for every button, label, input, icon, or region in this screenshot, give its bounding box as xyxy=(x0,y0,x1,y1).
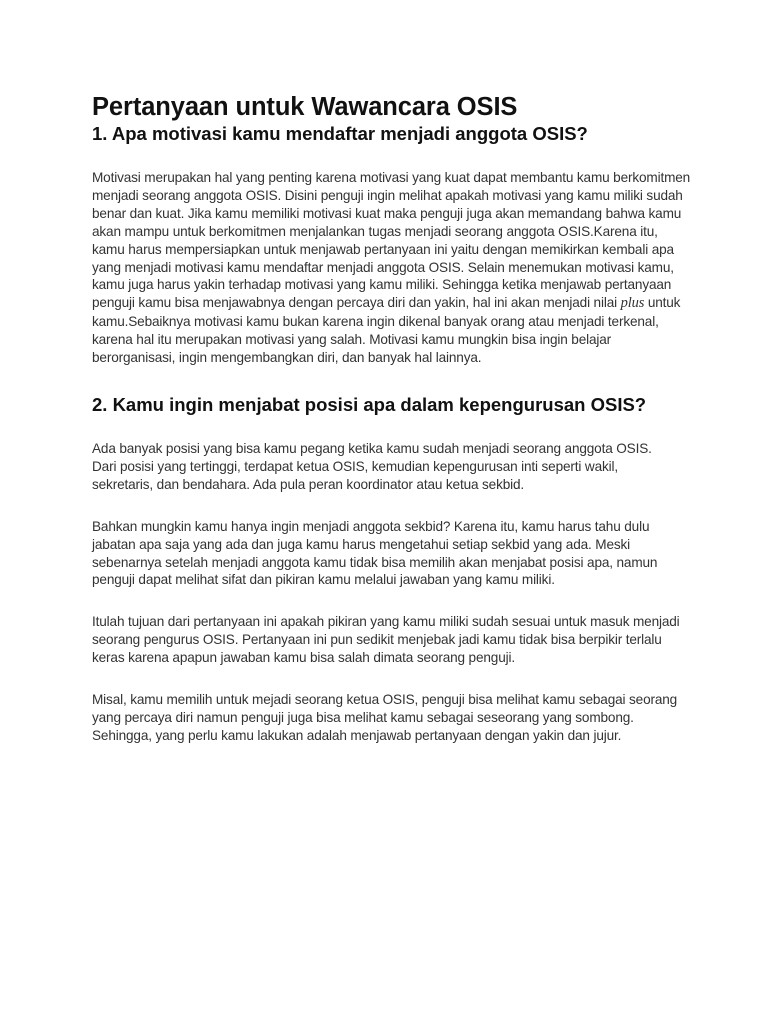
document-title: Pertanyaan untuk Wawancara OSIS xyxy=(92,93,518,121)
paragraph-text-after-italic: untuk kamu.Sebaiknya motivasi kamu bukan karena ingin dikenal banyak orang atau menjadi terkenal, karena hal itu merupakan motivasi yang salah. Motivasi kamu mungkin bisa ingin belajar berorganisasi, ingin mengembangkan diri, dan banyak hal lainnya. xyxy=(92,295,681,366)
document-page xyxy=(92,92,692,745)
paragraph-text-before-italic: Motivasi merupakan hal yang penting karena motivasi yang kuat dapat membantu kamu berkomitmen menjadi seorang anggota OSIS. Disini penguji ingin melihat apakah motivasi yang kamu miliki sudah benar dan kuat. Jika kamu memiliki motivasi kuat maka penguji juga akan memandang bahwa kamu akan mampu untuk berkomitmen menjalankan tugas menjadi seorang anggota OSIS.Karena itu, kamu harus mempersiapkan untuk menjawab pertanyaan ini yaitu dengan memikirkan kembali apa yang menjadi motivasi kamu mendaftar menjadi anggota OSIS. Selain menemukan motivasi kamu, kamu juga harus yakin terhadap motivasi yang kamu miliki. Sehingga ketika menjawab pertanyaan penguji kamu bisa menjawabnya dengan percaya diri dan yakin, hal ini akan menjadi nilai xyxy=(92,170,691,311)
question-1-paragraph-1 xyxy=(92,169,692,367)
question-2-paragraph-2: Bahkan mungkin kamu hanya ingin menjadi anggota sekbid? Karena itu, kamu harus tahu dulu jabatan apa saja yang ada dan juga kamu harus mengetahui setiap sekbid yang ada. Meski sebenarnya setelah menjadi anggota kamu tidak bisa memilih akan menjabat posisi apa, namun penguji dapat melihat sifat dan pikiran kamu melalui jawaban yang kamu miliki. xyxy=(92,518,658,588)
question-2-paragraph-3: Itulah tujuan dari pertanyaan ini apakah pikiran yang kamu miliki sudah sesuai untuk masuk menjadi seorang pengurus OSIS. Pertanyaan ini pun sedikit menjebak jadi kamu tidak bisa berpikir terlalu keras karena apapun jawaban kamu bisa salah dimata seorang penguji. xyxy=(92,614,680,666)
section-question-2 xyxy=(92,393,692,745)
question-1-heading: 1. Apa motivasi kamu mendaftar menjadi anggota OSIS? xyxy=(92,123,588,144)
section-question-1 xyxy=(92,122,692,367)
question-2-paragraph-1: Ada banyak posisi yang bisa kamu pegang ketika kamu sudah menjadi seorang anggota OSIS. Dari posisi yang tertinggi, terdapat ketua OSIS, kemudian kepengurusan inti seperti wakil, sekretaris, dan bendahara. Ada pula peran koordinator atau ketua sekbid. xyxy=(92,440,652,492)
question-2-heading: 2. Kamu ingin menjabat posisi apa dalam kepengurusan OSIS? xyxy=(92,393,647,415)
italic-term-plus: plus xyxy=(620,295,645,312)
question-2-paragraph-4: Misal, kamu memilih untuk mejadi seorang ketua OSIS, penguji bisa melihat kamu sebagai seorang yang percaya diri namun penguji juga bisa melihat kamu sebagai seseorang yang sombong. Sehingga, yang perlu kamu lakukan adalah menjawab pertanyaan dengan yakin dan jujur. xyxy=(92,692,678,743)
